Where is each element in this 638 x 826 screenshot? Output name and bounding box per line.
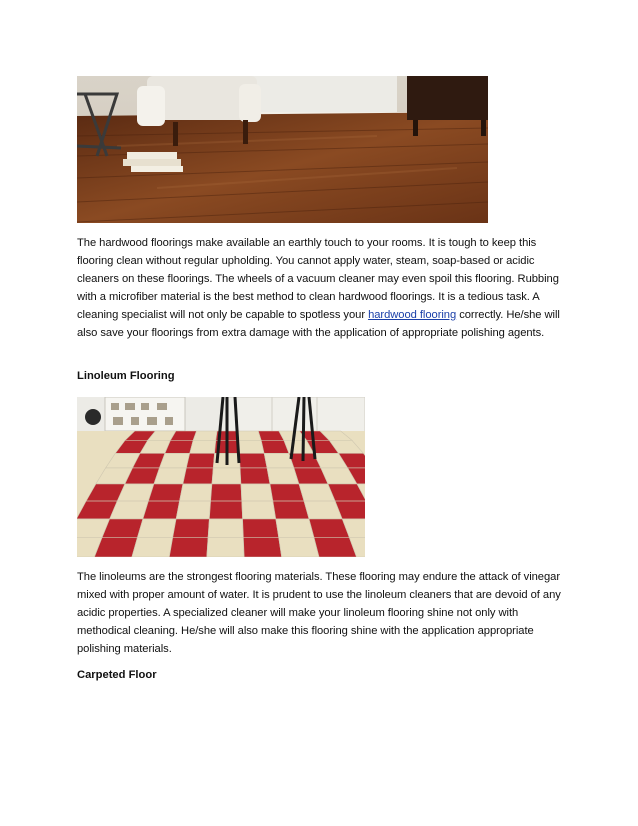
- floor-tile: [239, 453, 267, 468]
- floor-tile: [154, 468, 186, 484]
- floor-tile: [132, 538, 173, 557]
- hardwood-flooring-link[interactable]: hardwood flooring: [368, 309, 457, 321]
- floor-tile: [190, 440, 216, 453]
- floor-tile: [143, 501, 180, 519]
- hardwood-text-before-link: The hardwood floorings make available an earthly touch to your rooms. It is tough to keep this flooring clean without regular upholding. You cannot apply water, steam, soap-based or acidic cleaners on these floorings. The wheels of a vacuum cleaner may even spoil this flooring. Rubbing with a microfiber material is the best method to clean hardwood floorings. It is a tedious task. A cleaning specialist will not only be capable to spotless your: [77, 237, 559, 321]
- hardwood-paragraph: [77, 234, 567, 342]
- carpeted-heading: Carpeted Floor: [77, 669, 157, 681]
- floor-tile: [267, 468, 299, 484]
- floor-tile: [180, 484, 212, 501]
- hardwood-floor-photo: [77, 76, 488, 223]
- linoleum-heading: Linoleum Flooring: [77, 370, 175, 382]
- floor-tile: [169, 538, 208, 557]
- floor-tile: [273, 501, 309, 519]
- floor-tile: [159, 453, 189, 468]
- floor-tile: [238, 431, 262, 440]
- hardwood-text-after-link: correctly. He/she will also save your floorings from extra damage with the application of appropriate polishing agents.: [77, 309, 560, 339]
- floor-tile: [243, 519, 279, 538]
- linoleum-floor-photo: [77, 397, 365, 557]
- floor-tile: [243, 538, 281, 557]
- linoleum-paragraph: The linoleums are the strongest flooring materials. These flooring may endure the attack of vinegar mixed with proper amount of water. It is prudent to use the linoleum cleaners that are devoid of any acidic properties. A specialized cleaner will make your linoleum flooring shine not only with methodical cleaning. He/she will also make this flooring shine with the application appropriate polishing materials.: [77, 571, 561, 655]
- floor-tile: [183, 468, 213, 484]
- checker-tiles: [77, 431, 365, 557]
- floor-tile: [207, 538, 244, 557]
- floor-tile: [176, 501, 211, 519]
- floor-tile: [212, 468, 241, 484]
- floor-tile: [209, 501, 242, 519]
- floor-tile: [270, 484, 304, 501]
- floor-tile: [240, 468, 270, 484]
- floor-tile: [208, 519, 243, 538]
- floor-tile: [241, 484, 273, 501]
- floor-tile: [148, 484, 183, 501]
- floor-tile: [186, 453, 214, 468]
- floor-tile: [137, 519, 176, 538]
- floor-tile: [173, 519, 210, 538]
- floor-tile: [279, 538, 319, 557]
- floor-tile: [276, 519, 314, 538]
- floor-tile: [193, 431, 217, 440]
- floor-tile: [242, 501, 276, 519]
- floor-tile: [94, 538, 137, 557]
- floor-tile: [211, 484, 242, 501]
- floor-tile: [239, 440, 265, 453]
